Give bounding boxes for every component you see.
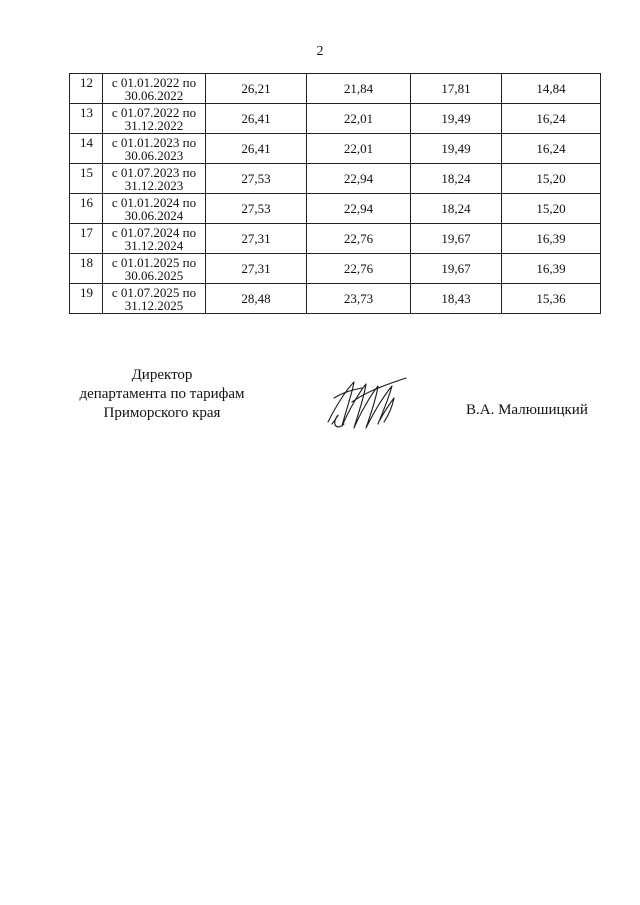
period-from: с 01.07.2024 по — [111, 224, 197, 240]
tariff-value-3: 19,49 — [411, 104, 502, 134]
tariff-value-3: 19,49 — [411, 134, 502, 164]
period-cell — [103, 104, 206, 134]
tariff-value-1: 27,53 — [206, 164, 307, 194]
table-row — [70, 224, 601, 254]
period-cell — [103, 194, 206, 224]
signatory-title — [62, 366, 262, 423]
tariff-value-2: 22,94 — [307, 164, 411, 194]
signatory-title-line: департамента по тарифам — [79, 386, 245, 402]
tariff-table-body — [70, 74, 601, 314]
tariff-value-3: 18,24 — [411, 164, 502, 194]
tariff-value-3: 19,67 — [411, 224, 502, 254]
tariff-value-2: 23,73 — [307, 284, 411, 314]
tariff-value-2: 22,01 — [307, 104, 411, 134]
table-row — [70, 134, 601, 164]
tariff-value-2: 21,84 — [307, 74, 411, 104]
tariff-value-3: 19,67 — [411, 254, 502, 284]
period-from: с 01.01.2022 по — [111, 74, 197, 90]
tariff-value-4: 16,39 — [502, 224, 601, 254]
tariff-value-4: 14,84 — [502, 74, 601, 104]
signatory-name: В.А. Малюшицкий — [466, 402, 588, 418]
tariff-value-3: 17,81 — [411, 74, 502, 104]
tariff-value-3: 18,43 — [411, 284, 502, 314]
period-cell — [103, 224, 206, 254]
period-cell — [103, 284, 206, 314]
period-cell — [103, 134, 206, 164]
tariff-value-1: 27,31 — [206, 254, 307, 284]
period-from: с 01.07.2023 по — [111, 164, 197, 180]
table-row — [70, 164, 601, 194]
page-number: 2 — [316, 44, 324, 59]
period-to: 31.12.2025 — [124, 297, 184, 313]
tariff-value-4: 15,20 — [502, 164, 601, 194]
tariff-value-4: 16,24 — [502, 104, 601, 134]
period-from: с 01.01.2023 по — [111, 134, 197, 150]
period-from: с 01.01.2025 по — [111, 254, 197, 270]
table-row — [70, 254, 601, 284]
tariff-value-1: 28,48 — [206, 284, 307, 314]
row-number: 17 — [70, 224, 103, 254]
period-to: 31.12.2023 — [124, 177, 184, 193]
tariff-value-2: 22,01 — [307, 134, 411, 164]
period-to: 30.06.2022 — [124, 87, 184, 103]
signatory-title-line: Директор — [131, 367, 193, 383]
tariff-value-1: 26,41 — [206, 134, 307, 164]
tariff-value-2: 22,76 — [307, 254, 411, 284]
tariff-value-2: 22,76 — [307, 224, 411, 254]
tariff-value-4: 15,20 — [502, 194, 601, 224]
tariff-value-4: 16,24 — [502, 134, 601, 164]
period-to: 31.12.2022 — [124, 117, 184, 133]
tariff-value-1: 27,31 — [206, 224, 307, 254]
row-number: 13 — [70, 104, 103, 134]
row-number: 19 — [70, 284, 103, 314]
tariff-value-1: 26,21 — [206, 74, 307, 104]
row-number: 14 — [70, 134, 103, 164]
period-from: с 01.07.2025 по — [111, 284, 197, 300]
period-to: 31.12.2024 — [124, 237, 184, 253]
row-number: 16 — [70, 194, 103, 224]
period-cell — [103, 74, 206, 104]
period-to: 30.06.2023 — [124, 147, 184, 163]
period-from: с 01.01.2024 по — [111, 194, 197, 210]
tariff-value-4: 16,39 — [502, 254, 601, 284]
table-row — [70, 194, 601, 224]
table-row — [70, 104, 601, 134]
period-from: с 01.07.2022 по — [111, 104, 197, 120]
signatory-title-line: Приморского края — [103, 405, 221, 421]
row-number: 18 — [70, 254, 103, 284]
tariff-value-2: 22,94 — [307, 194, 411, 224]
period-cell — [103, 254, 206, 284]
tariff-value-1: 27,53 — [206, 194, 307, 224]
row-number: 15 — [70, 164, 103, 194]
table-row — [70, 284, 601, 314]
tariff-value-1: 26,41 — [206, 104, 307, 134]
tariff-value-4: 15,36 — [502, 284, 601, 314]
period-to: 30.06.2024 — [124, 207, 184, 223]
table-row — [70, 74, 601, 104]
period-to: 30.06.2025 — [124, 267, 184, 283]
tariff-value-3: 18,24 — [411, 194, 502, 224]
period-cell — [103, 164, 206, 194]
tariff-table — [69, 73, 601, 314]
handwritten-signature — [322, 372, 412, 432]
row-number: 12 — [70, 74, 103, 104]
